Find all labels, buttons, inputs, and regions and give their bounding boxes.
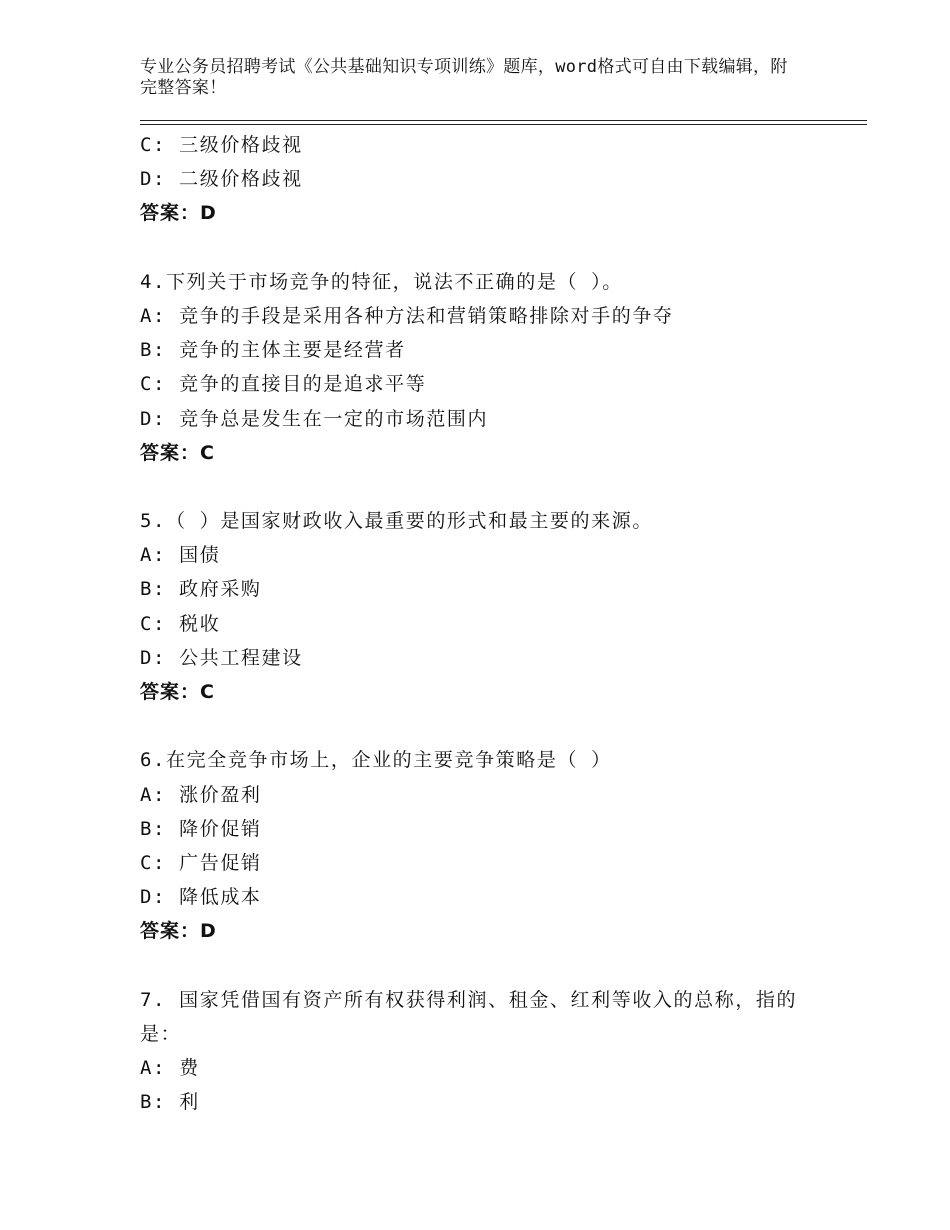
option-b: B: 降价促销 xyxy=(140,817,262,840)
spacer xyxy=(140,709,820,743)
option-a: A: 涨价盈利 xyxy=(140,783,262,806)
question-stem: 6.在完全竞争市场上，企业的主要竞争策略是（ ） xyxy=(140,749,612,772)
answer: 答案：D xyxy=(140,202,217,225)
question-5 xyxy=(140,504,820,709)
option-b: B: 利 xyxy=(140,1091,200,1114)
question-list xyxy=(140,128,820,1119)
option-a: A: 费 xyxy=(140,1057,200,1080)
option-d: D: 公共工程建设 xyxy=(140,646,303,669)
question-6 xyxy=(140,743,820,948)
question-4 xyxy=(140,265,820,470)
answer: 答案：D xyxy=(140,920,217,943)
option-a: A: 竞争的手段是采用各种方法和营销策略排除对手的争夺 xyxy=(140,304,674,327)
option-c: C: 广告促销 xyxy=(140,851,262,874)
option-c: C: 三级价格歧视 xyxy=(140,134,303,156)
question-7 xyxy=(140,983,820,1120)
header-divider-bottom xyxy=(140,124,867,125)
spacer xyxy=(140,470,820,504)
page-header: 专业公务员招聘考试《公共基础知识专项训练》题库，word格式可自由下载编辑，附完整答案！ xyxy=(140,57,788,98)
spacer xyxy=(140,949,820,983)
question-stem: 5.（ ）是国家财政收入最重要的形式和最主要的来源。 xyxy=(140,510,653,533)
option-d: D: 二级价格歧视 xyxy=(140,168,303,191)
answer: 答案：C xyxy=(140,441,215,464)
answer: 答案：C xyxy=(140,681,215,703)
option-b: B: 竞争的主体主要是经营者 xyxy=(140,339,406,362)
question-3-continuation xyxy=(140,128,820,231)
option-d: D: 竞争总是发生在一定的市场范围内 xyxy=(140,407,489,430)
question-stem: 7. 国家凭借国有资产所有权获得利润、租金、红利等收入的总称，指的是： xyxy=(140,988,798,1045)
question-stem: 4.下列关于市场竞争的特征，说法不正确的是（ ）。 xyxy=(140,270,623,293)
option-d: D: 降低成本 xyxy=(140,886,262,909)
option-b: B: 政府采购 xyxy=(140,578,262,601)
header-divider-top xyxy=(140,120,867,121)
spacer xyxy=(140,231,820,265)
option-a: A: 国债 xyxy=(140,544,221,567)
option-c: C: 竞争的直接目的是追求平等 xyxy=(140,373,427,396)
option-c: C: 税收 xyxy=(140,612,221,635)
